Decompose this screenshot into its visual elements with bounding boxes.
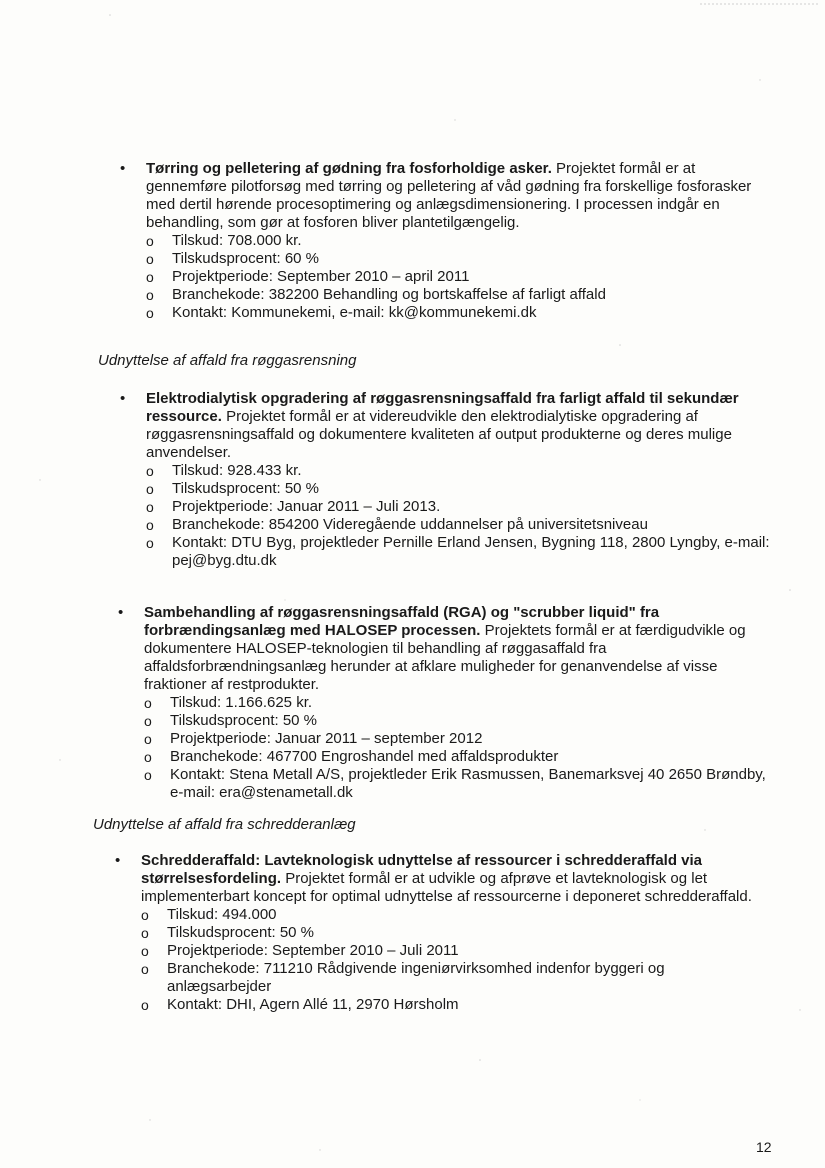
sub-bullet-icon: o: [141, 943, 149, 959]
project-details: [120, 232, 770, 322]
sub-bullet-icon: o: [146, 463, 154, 479]
detail-text: Tilskudsprocent: 60 %: [172, 250, 320, 267]
detail-item: [146, 534, 770, 570]
detail-text: Kontakt: Kommunekemi, e-mail: kk@kommunekemi.dk: [172, 304, 537, 321]
detail-text: Kontakt: DTU Byg, projektleder Pernille Erland Jensen, Bygning 118, 2800 Lyngby, e-mail: pej@byg.dtu.dk: [172, 534, 770, 569]
detail-item: [144, 766, 768, 802]
detail-text: Branchekode: 382200 Behandling og bortskaffelse af farligt affald: [172, 286, 606, 303]
sub-bullet-icon: o: [146, 305, 154, 321]
detail-text: Kontakt: Stena Metall A/S, projektleder Erik Rasmussen, Banemarksvej 40 2650 Brøndby, e-mail: era@stenametall.dk: [170, 766, 766, 801]
project-description: Projektet formål er at gennemføre pilotforsøg med tørring og pelletering af våd gødning fra forskellige fosforasker med dertil hørende procesoptimering og anlægsdimensionering. I processen indgår en behandling, som gør at fosforen bliver plantetilgængelig.: [146, 160, 752, 231]
project-item: [118, 604, 768, 802]
detail-text: Kontakt: DHI, Agern Allé 11, 2970 Hørsholm: [167, 996, 459, 1013]
detail-item: [146, 268, 770, 286]
detail-item: [144, 730, 768, 748]
detail-item: [144, 748, 768, 766]
detail-item: [146, 498, 770, 516]
project-title: Elektrodialytisk opgradering af røggasrensningsaffald fra farligt affald til sekundær ressource.: [146, 390, 739, 425]
detail-text: Projektperiode: Januar 2011 – september 2012: [170, 730, 483, 747]
sub-bullet-icon: o: [146, 535, 154, 551]
project-title: Schredderaffald: Lavteknologisk udnyttelse af ressourcer i schredderaffald via størrelsesfordeling.: [141, 852, 703, 887]
sub-bullet-icon: o: [146, 233, 154, 249]
sub-bullet-icon: o: [146, 251, 154, 267]
sub-bullet-icon: o: [146, 269, 154, 285]
detail-item: [146, 516, 770, 534]
sub-bullet-icon: o: [144, 695, 152, 711]
bullet-icon: •: [118, 604, 124, 621]
detail-item: [141, 906, 765, 924]
sub-bullet-icon: o: [141, 925, 149, 941]
detail-text: Projektperiode: September 2010 – april 2011: [172, 268, 470, 285]
project-paragraph: [141, 852, 765, 906]
project-item: [120, 390, 770, 570]
detail-text: Branchekode: 711210 Rådgivende ingeniørvirksomhed indenfor byggeri og anlægsarbejder: [167, 960, 665, 995]
project-details: [115, 906, 765, 1014]
sub-bullet-icon: o: [141, 997, 149, 1013]
detail-item: [141, 960, 765, 996]
sub-bullet-icon: o: [141, 961, 149, 977]
detail-item: [141, 996, 765, 1014]
detail-text: Branchekode: 467700 Engroshandel med affaldsprodukter: [170, 748, 559, 765]
bullet-icon: •: [120, 160, 126, 177]
detail-item: [144, 694, 768, 712]
section-heading: Udnyttelse af affald fra røggasrensning: [98, 352, 357, 369]
project-description: Projektet formål er at udvikle og afprøve et lavteknologisk og let implementerbart koncept for optimal udnyttelse af ressourcerne i deponeret schredderaffald.: [141, 870, 752, 905]
detail-text: Tilskud: 708.000 kr.: [172, 232, 302, 249]
detail-item: [146, 304, 770, 322]
project-details: [120, 462, 770, 570]
detail-item: [144, 712, 768, 730]
project-details: [118, 694, 768, 802]
bullet-icon: •: [120, 390, 126, 407]
project-title: Tørring og pelletering af gødning fra fosforholdige asker.: [146, 160, 552, 177]
project-paragraph: [146, 390, 770, 462]
sub-bullet-icon: o: [146, 517, 154, 533]
project-title: Sambehandling af røggasrensningsaffald (RGA) og "scrubber liquid" fra forbrændingsanlæg med HALOSEP processen.: [144, 604, 660, 639]
detail-item: [146, 286, 770, 304]
detail-item: [141, 924, 765, 942]
detail-item: [146, 232, 770, 250]
sub-bullet-icon: o: [144, 713, 152, 729]
detail-text: Tilskud: 494.000: [167, 906, 277, 923]
sub-bullet-icon: o: [141, 907, 149, 923]
sub-bullet-icon: o: [146, 287, 154, 303]
project-item: [120, 160, 770, 322]
page-number: 12: [756, 1139, 772, 1155]
detail-item: [141, 942, 765, 960]
section-heading: Udnyttelse af affald fra schredderanlæg: [93, 816, 356, 833]
project-description: Projektets formål er at færdigudvikle og dokumentere HALOSEP-teknologien til behandling af røggasaffald fra affaldsforbrændningsanlæg herunder at afklare muligheder for genanvendelse af visse fraktioner af restprodukter.: [144, 622, 746, 693]
detail-text: Projektperiode: Januar 2011 – Juli 2013.: [172, 498, 441, 515]
sub-bullet-icon: o: [144, 749, 152, 765]
detail-item: [146, 480, 770, 498]
detail-text: Tilskud: 1.166.625 kr.: [170, 694, 313, 711]
sub-bullet-icon: o: [144, 731, 152, 747]
sub-bullet-icon: o: [146, 499, 154, 515]
project-paragraph: [146, 160, 770, 232]
detail-text: Tilskud: 928.433 kr.: [172, 462, 302, 479]
sub-bullet-icon: o: [144, 767, 152, 783]
detail-text: Tilskudsprocent: 50 %: [167, 924, 315, 941]
bullet-icon: •: [115, 852, 121, 869]
detail-item: [146, 462, 770, 480]
sub-bullet-icon: o: [146, 481, 154, 497]
detail-text: Tilskudsprocent: 50 %: [172, 480, 320, 497]
detail-item: [146, 250, 770, 268]
project-item: [115, 852, 765, 1014]
detail-text: Tilskudsprocent: 50 %: [170, 712, 318, 729]
detail-text: Branchekode: 854200 Videregående uddannelser på universitetsniveau: [172, 516, 648, 533]
project-paragraph: [144, 604, 768, 694]
detail-text: Projektperiode: September 2010 – Juli 2011: [167, 942, 459, 959]
project-description: Projektet formål er at videreudvikle den elektrodialytiske opgradering af røggasrensningsaffald og dokumentere kvaliteten af output produkterne og deres mulige anvendelser.: [146, 408, 732, 461]
